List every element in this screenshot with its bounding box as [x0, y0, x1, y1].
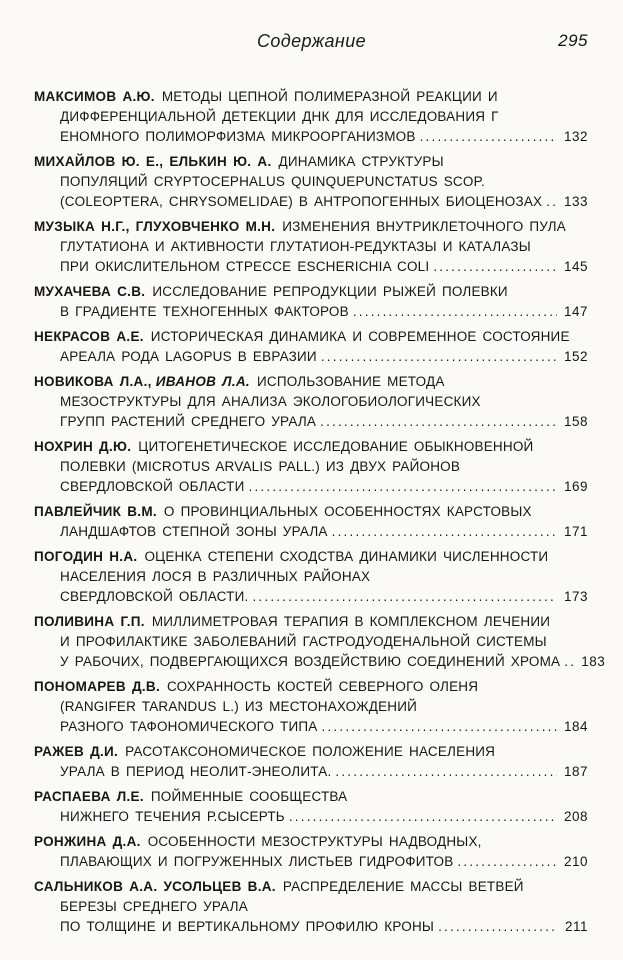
entry-last-line — [34, 587, 588, 607]
entry-first-line — [34, 832, 588, 852]
entry-authors — [34, 374, 250, 389]
author-name: РОНЖИНА Д.А. — [34, 834, 141, 849]
entry-title-text: ПОЙМЕННЫЕ СООБЩЕСТВА — [150, 789, 348, 804]
entry-first-line — [34, 437, 588, 457]
toc-entry — [34, 87, 588, 147]
author-name: ПОЛИВИНА Г.П. — [34, 614, 145, 629]
toc-entry — [34, 677, 588, 737]
entry-last-line — [34, 127, 588, 147]
entry-last-line — [34, 477, 588, 497]
entry-title-text: ДИНАМИКА СТРУКТУРЫ — [278, 154, 444, 169]
toc-entry — [34, 832, 588, 872]
entry-continuation-line: ПОПУЛЯЦИЙ CRYPTOCEPHALUS QUINQUEPUNCTATUS SCOP. — [60, 174, 486, 189]
entry-first-line — [34, 87, 588, 107]
entry-first-line — [34, 787, 588, 807]
entry-title-text: ЦИТОГЕНЕТИЧЕСКОЕ ИССЛЕДОВАНИЕ ОБЫКНОВЕННОЙ — [138, 439, 534, 454]
entry-last-line-text: ЛАНДШАФТОВ СТЕПНОЙ ЗОНЫ УРАЛА — [60, 524, 328, 539]
entry-authors — [34, 834, 141, 849]
entry-page-number: 184 — [563, 719, 588, 734]
dot-leader — [321, 347, 557, 367]
toc-entry — [34, 372, 588, 432]
entry-page-number: 152 — [563, 349, 588, 364]
toc-entry — [34, 787, 588, 827]
toc-list — [34, 87, 606, 942]
dot-leader — [249, 477, 557, 497]
author-name: НОВИКОВА Л.А., — [34, 374, 152, 389]
entry-last-line-text: ПРИ ОКИСЛИТЕЛЬНОМ СТРЕССЕ ESCHERICHIA COLI — [60, 259, 430, 274]
entry-first-line — [34, 677, 588, 697]
entry-authors — [34, 284, 145, 299]
entry-page-number: 208 — [563, 809, 588, 824]
entry-page-number: 169 — [563, 479, 588, 494]
entry-first-line — [34, 327, 588, 347]
entry-authors — [34, 439, 131, 454]
author-name: РАСПАЕВА Л.Е. — [34, 789, 144, 804]
entry-last-line — [34, 852, 588, 872]
author-name: МАКСИМОВ А.Ю. — [34, 89, 155, 104]
author-name-italic: ИВАНОВ Л.А. — [155, 374, 250, 389]
entry-continuation-line: ПОЛЕВКИ (MICROTUS ARVALIS PALL.) ИЗ ДВУХ РАЙОНОВ — [60, 459, 461, 474]
author-name: МУЗЫКА Н.Г., ГЛУХОВЧЕНКО М.Н. — [34, 219, 276, 234]
entry-title-text: ИССЛЕДОВАНИЕ РЕПРОДУКЦИИ РЫЖЕЙ ПОЛЕВКИ — [152, 284, 508, 299]
toc-entry — [34, 502, 588, 542]
folio-page-number: 295 — [558, 31, 588, 50]
entry-last-line-text: АРЕАЛА РОДА LAGOPUS В ЕВРАЗИИ — [60, 349, 317, 364]
page-header — [0, 31, 623, 55]
entry-first-line — [34, 502, 588, 522]
entry-title-text: СОХРАННОСТЬ КОСТЕЙ СЕВЕРНОГО ОЛЕНЯ — [167, 679, 479, 694]
author-name: САЛЬНИКОВ А.А. УСОЛЬЦЕВ В.А. — [34, 879, 276, 894]
entry-title-text: РАСПРЕДЕЛЕНИЕ МАССЫ ВЕТВЕЙ — [282, 879, 524, 894]
author-name: МУХАЧЕВА С.В. — [34, 284, 146, 299]
entry-last-line — [34, 652, 606, 672]
entry-continuation-line: ДИФФЕРЕНЦИАЛЬНОЙ ДЕТЕКЦИИ ДНК ДЛЯ ИССЛЕДОВАНИЯ Г — [60, 109, 499, 124]
entry-continuation-line: НАСЕЛЕНИЯ ЛОСЯ В РАЗЛИЧНЫХ РАЙОНАХ — [60, 569, 371, 584]
entry-last-line — [34, 917, 588, 937]
entry-page-number: 171 — [563, 524, 588, 539]
toc-entry — [34, 877, 588, 937]
toc-entry — [34, 217, 588, 277]
entry-continuation-line: ГЛУТАТИОНА И АКТИВНОСТИ ГЛУТАТИОН-РЕДУКТАЗЫ И КАТАЛАЗЫ — [60, 239, 531, 254]
entry-authors — [34, 679, 160, 694]
entry-page-number: 147 — [563, 304, 588, 319]
entry-title-text: ИЗМЕНЕНИЯ ВНУТРИКЛЕТОЧНОГО ПУЛА — [282, 219, 566, 234]
entry-last-line-text: СВЕРДЛОВСКОЙ ОБЛАСТИ. — [60, 589, 249, 604]
author-name: ПОНОМАРЕВ Д.В. — [34, 679, 161, 694]
author-name: РАЖЕВ Д.И. — [34, 744, 119, 759]
entry-page-number: 132 — [563, 129, 588, 144]
entry-last-line-text: ЕНОМНОГО ПОЛИМОРФИЗМА МИКРООРГАНИЗМОВ — [60, 129, 416, 144]
dot-leader — [252, 587, 557, 607]
entry-last-line — [34, 522, 588, 542]
entry-page-number: 187 — [563, 764, 588, 779]
author-name: НОХРИН Д.Ю. — [34, 439, 132, 454]
entry-first-line — [34, 217, 588, 237]
entry-last-line-text: У РАБОЧИХ, ПОДВЕРГАЮЩИХСЯ ВОЗДЕЙСТВИЮ СОЕДИНЕНИЙ ХРОМА — [60, 654, 561, 669]
entry-title-text: ОСОБЕННОСТИ МЕЗОСТРУКТУРЫ НАДВОДНЫХ, — [147, 834, 482, 849]
dot-leader — [289, 807, 557, 827]
entry-last-line-text: УРАЛА В ПЕРИОД НЕОЛИТ-ЭНЕОЛИТА. — [60, 764, 332, 779]
entry-last-line — [34, 192, 588, 212]
dot-leader — [438, 917, 557, 937]
entry-title-text: ОЦЕНКА СТЕПЕНИ СХОДСТВА ДИНАМИКИ ЧИСЛЕННОСТИ — [144, 549, 549, 564]
entry-first-line — [34, 282, 588, 302]
entry-page-number: 183 — [581, 654, 606, 669]
dot-leader — [335, 762, 557, 782]
entry-page-number: 158 — [563, 414, 588, 429]
entry-page-number: 211 — [564, 919, 588, 934]
entry-title-text: ИСПОЛЬЗОВАНИЕ МЕТОДА — [256, 374, 445, 389]
entry-title-text: МЕТОДЫ ЦЕПНОЙ ПОЛИМЕРАЗНОЙ РЕАКЦИИ И — [161, 89, 498, 104]
entry-title-text: МИЛЛИМЕТРОВАЯ ТЕРАПИЯ В КОМПЛЕКСНОМ ЛЕЧЕНИИ — [151, 614, 551, 629]
dot-leader — [332, 522, 557, 542]
entry-continuation-line: МЕЗОСТРУКТУРЫ ДЛЯ АНАЛИЗА ЭКОЛОГОБИОЛОГИЧЕСКИХ — [60, 394, 481, 409]
entry-last-line — [34, 762, 588, 782]
entry-last-line — [34, 347, 588, 367]
toc-entry — [34, 612, 606, 672]
author-name: ПОГОДИН Н.А. — [34, 549, 138, 564]
entry-last-line-text: ГРУПП РАСТЕНИЙ СРЕДНЕГО УРАЛА — [60, 414, 317, 429]
entry-authors — [34, 329, 144, 344]
entry-page-number: 133 — [563, 194, 588, 209]
entry-authors — [34, 879, 276, 894]
toc-entry — [34, 327, 588, 367]
entry-last-line-text: (COLEOPTERA, CHRYSOMELIDAE) В АНТРОПОГЕННЫХ БИОЦЕНОЗАХ — [60, 194, 543, 209]
dot-leader — [320, 412, 557, 432]
dot-leader — [322, 717, 557, 737]
author-name: НЕКРАСОВ А.Е. — [34, 329, 144, 344]
entry-last-line — [34, 412, 588, 432]
entry-last-line — [34, 717, 588, 737]
toc-entry — [34, 282, 588, 322]
dot-leader — [564, 652, 574, 672]
entry-title-text: ИСТОРИЧЕСКАЯ ДИНАМИКА И СОВРЕМЕННОЕ СОСТОЯНИЕ — [150, 329, 570, 344]
entry-page-number: 145 — [563, 259, 588, 274]
entry-authors — [34, 789, 144, 804]
entry-last-line-text: В ГРАДИЕНТЕ ТЕХНОГЕННЫХ ФАКТОРОВ — [60, 304, 349, 319]
entry-authors — [34, 219, 275, 234]
dot-leader — [353, 302, 557, 322]
entry-authors — [34, 504, 157, 519]
entry-authors — [34, 89, 155, 104]
dot-leader — [433, 257, 557, 277]
author-name: МИХАЙЛОВ Ю. Е., ЕЛЬКИН Ю. А. — [34, 154, 272, 169]
entry-last-line-text: ПЛАВАЮЩИХ И ПОГРУЖЕННЫХ ЛИСТЬЕВ ГИДРОФИТОВ — [60, 854, 454, 869]
toc-entry — [34, 437, 588, 497]
entry-title-text: РАСОТАКСОНОМИЧЕСКОЕ ПОЛОЖЕНИЕ НАСЕЛЕНИЯ — [125, 744, 496, 759]
entry-authors — [34, 549, 137, 564]
entry-title-text: О ПРОВИНЦИАЛЬНЫХ ОСОБЕННОСТЯХ КАРСТОВЫХ — [163, 504, 532, 519]
entry-page-number: 210 — [563, 854, 588, 869]
entry-first-line — [34, 877, 588, 897]
entry-last-line-text: ПО ТОЛЩИНЕ И ВЕРТИКАЛЬНОМУ ПРОФИЛЮ КРОНЫ — [60, 919, 435, 934]
contents-title: Содержание — [256, 31, 367, 51]
entry-continuation-line: (RANGIFER TARANDUS L.) ИЗ МЕСТОНАХОЖДЕНИЙ — [60, 699, 418, 714]
toc-entry — [34, 742, 588, 782]
entry-last-line — [34, 302, 588, 322]
dot-leader — [546, 192, 557, 212]
entry-page-number: 173 — [563, 589, 588, 604]
entry-first-line — [34, 742, 588, 762]
author-name: ПАВЛЕЙЧИК В.М. — [34, 504, 157, 519]
entry-first-line — [34, 372, 588, 392]
dot-leader — [457, 852, 557, 872]
entry-continuation-line: И ПРОФИЛАКТИКЕ ЗАБОЛЕВАНИЙ ГАСТРОДУОДЕНАЛЬНОЙ СИСТЕМЫ — [60, 634, 547, 649]
entry-continuation-line: БЕРЕЗЫ СРЕДНЕГО УРАЛА — [60, 899, 248, 914]
dot-leader — [420, 127, 557, 147]
entry-last-line — [34, 807, 588, 827]
entry-last-line — [34, 257, 588, 277]
toc-entry — [34, 152, 588, 212]
entry-first-line — [34, 547, 588, 567]
entry-first-line — [34, 612, 588, 632]
entry-last-line-text: РАЗНОГО ТАФОНОМИЧЕСКОГО ТИПА — [60, 719, 318, 734]
entry-first-line — [34, 152, 588, 172]
entry-last-line-text: СВЕРДЛОВСКОЙ ОБЛАСТИ — [60, 479, 245, 494]
toc-entry — [34, 547, 588, 607]
entry-last-line-text: НИЖНЕГО ТЕЧЕНИЯ Р.СЫСЕРТЬ — [60, 809, 285, 824]
entry-authors — [34, 744, 118, 759]
entry-authors — [34, 154, 272, 169]
entry-authors — [34, 614, 145, 629]
